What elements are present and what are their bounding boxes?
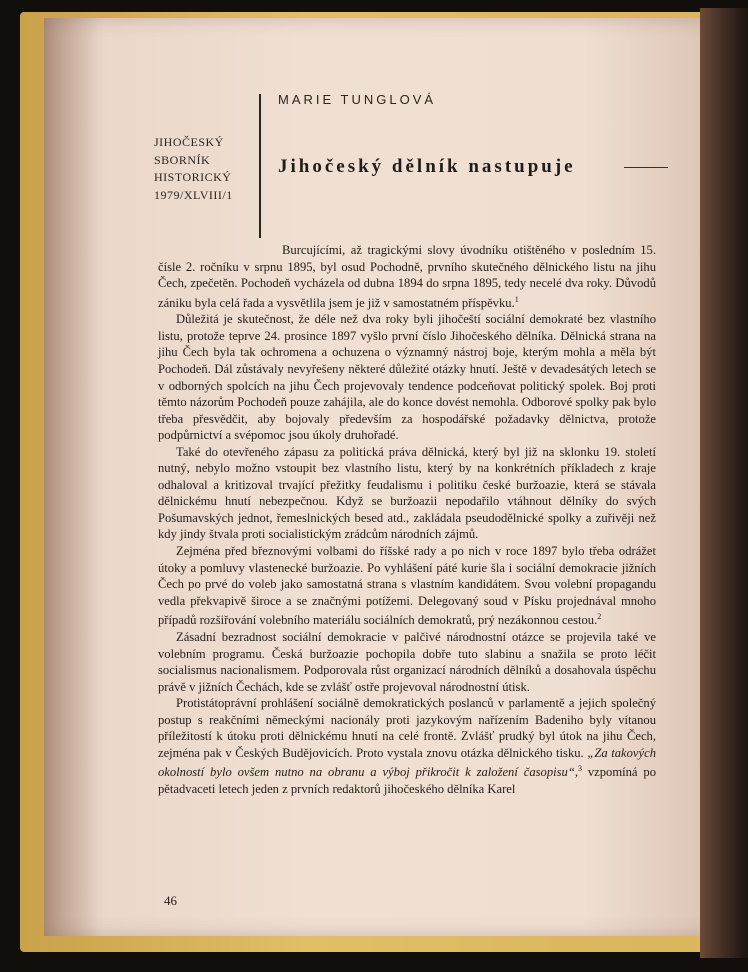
- spine-shadow: [44, 18, 104, 936]
- article-title: Jihočeský dělník nastupuje: [278, 156, 576, 177]
- series-line: HISTORICKÝ: [154, 170, 232, 184]
- title-rule: [624, 167, 668, 168]
- series-info: [154, 134, 233, 204]
- paragraph: Zásadní bezradnost sociální demokracie v palčivé národnostní otázce se projevila také ve volebním programu. Česká buržoazie pochopila dobře tuto slabinu a snažila se proto léčit socialismus nacionalismem. Podporovala růst organizací národních dělníků a dosahovala úspěchu právě v jižních Čechách, kde se zvlášť ostře projevoval národnostní útisk.: [158, 629, 656, 694]
- series-line: 1979/XLVIII/1: [154, 187, 233, 202]
- page-number: 46: [164, 893, 177, 908]
- author-name: MARIE TUNGLOVÁ: [278, 92, 437, 107]
- quote: „Za takových okolností bylo ovšem nutno na obranu a výboj přikročit k založení časopisu“,: [158, 745, 656, 780]
- footnote-marker: 2: [597, 612, 602, 622]
- series-line: SBORNÍK: [154, 152, 211, 167]
- paragraph: Protistátoprávní prohlášení sociálně demokratických poslanců v parlamentě a jejich společný postup s reakčními německými nacionály proti jazykovým nařízením Badeniho byly vítanou příležitostí k útoku proti dělnickému hnutí na celé frontě. Zvlášť prudký byl útok na jihu Čech, zejména pak v Českých Budějovicích. Proto vystala znovu otázka dělnického tisku. „Za takových okolností bylo ovšem nutno na obranu a výboj přikročit k založení časopisu“,$^3$ vzpomíná po pětadvaceti letech jeden z prvních redaktorů jihočeského dělníka Karel: [158, 696, 656, 797]
- paragraph: Také do otevřeného zápasu za politická práva dělnická, který byl již na sklonku 19. století nutný, nebylo možno vstoupit bez vlastního listu, který by na konkrétních příkladech z kraje odhaloval a kritizoval trvající přežitky feudalismu i politiku české buržoazie, která se stávala dělnickému hnutí nebezpečnou. Když se buržoazii nepodařilo vtáhnout dělníky do svých Pošumavských jednot, řemeslnických besed atd., zakládala pseudodělnické spolky a zuřivěji než kdy jindy štvala proti socialistickým zrádcům národních zájmů.: [158, 444, 656, 542]
- article-body: [158, 242, 656, 798]
- paragraph: Důležitá je skutečnost, že déle než dva roky byli jihočeští sociální demokraté bez vlastního listu, protože teprve 24. prosince 1897 vyšlo první číslo Jihočeského dělníka. Dělnická strana na jihu Čech byla tak ochromena a ochuzena o významný nástroj boje, kterým mohla a měla být Pochodeň. Dál zůstávaly nevyřešeny některé důležité otázky hnutí. Ještě v devadesátých letech se v odborných spolcích na jihu Čech projevovaly tendence podceňovat politický spolek. Boj proti těmto názorům Pochodeň pouze zahájila, ale do konce dovést nemohla. Odborové spolky pak bylo třeba přesvědčit, aby bojovaly především za hospodářské požadavky dělnictva, protože podpůrnictví a svépomoc jsou úkoly druhořadé.: [158, 312, 656, 443]
- paragraph: Burcujícími, až tragickými slovy úvodníku otištěného v posledním 15. čísle 2. ročníku v srpnu 1895, byl osud Pochodně, prvního skutečného dělnického listu na jihu Čech, zpečetěn. Pochodeň vycházela od dubna 1894 do srpna 1895, tedy necelé dva roky. Důvodů zániku byla celá řada a vysvětlila jsem je již v samostatném příspěvku.$^1$: [158, 243, 656, 310]
- header-divider: [259, 94, 261, 238]
- page-edge: [700, 8, 748, 958]
- footnote-marker: 3: [577, 764, 582, 774]
- footnote-marker: 1: [514, 294, 519, 304]
- paragraph: Zejména před březnovými volbami do říšské rady a po nich v roce 1897 bylo třeba odrážet útoky a pomluvy vlastenecké buržoazie. Po vyhlášení páté kurie šla i sociální demokracie jižních Čech po prvé do voleb jako samostatná strana s vlastním kandidátem. Svou volební propagandu vedla překvapivě široce a se značnými potížemi. Delegovaný soud v Písku projednával mnoho případů rozšiřování volebního materiálu sociálních demokratů, prý nezákonnou cestou.$^2$: [158, 544, 656, 628]
- series-line: JIHOČESKÝ: [154, 135, 224, 149]
